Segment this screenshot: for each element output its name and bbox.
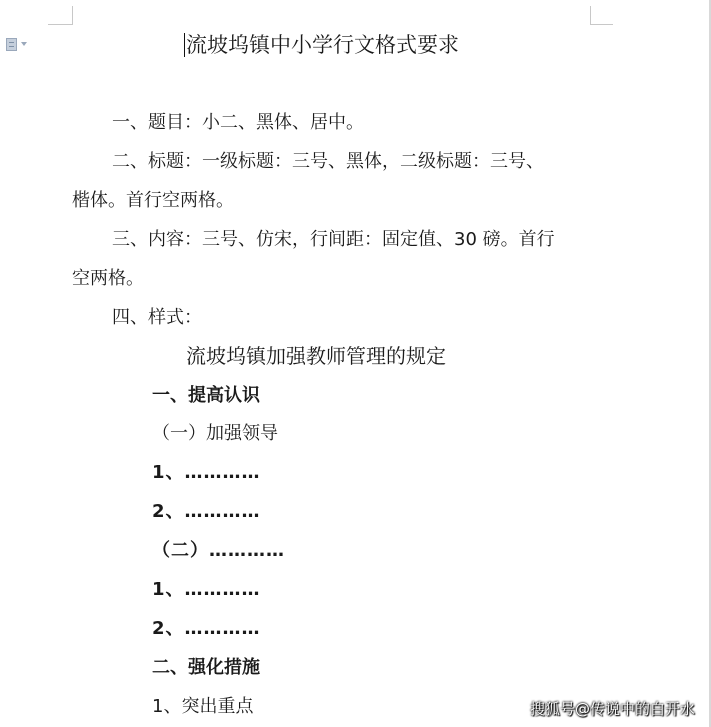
requirement-2-line-2[interactable]: 楷体。首行空两格。 — [72, 190, 234, 211]
watermark: 搜狐号@传说中的白开水 — [529, 700, 695, 718]
sample-heading-2[interactable]: （一）加强领导 — [152, 423, 278, 444]
requirement-1[interactable]: 一、题目：小二、黑体、居中。 — [112, 112, 364, 133]
crop-mark-top-left — [48, 6, 73, 25]
sample-heading-1[interactable]: 二、强化措施 — [152, 657, 260, 678]
sample-paragraph[interactable]: 2、………… — [152, 618, 261, 639]
sample-title[interactable]: 流坡坞镇加强教师管理的规定 — [186, 344, 446, 368]
sample-paragraph[interactable]: 2、………… — [152, 501, 261, 522]
document-outline-icon[interactable] — [6, 36, 38, 52]
chevron-down-icon — [21, 42, 27, 46]
requirement-3-line-1[interactable]: 三、内容：三号、仿宋，行间距：固定值、30 磅。首行 — [112, 229, 555, 250]
sample-heading-2[interactable]: （二）………… — [152, 540, 285, 561]
requirement-2-line-1[interactable]: 二、标题：一级标题：三号、黑体，二级标题：三号、 — [112, 151, 544, 172]
sample-paragraph[interactable]: 1、………… — [152, 579, 261, 600]
requirement-4[interactable]: 四、样式： — [112, 307, 202, 328]
text-cursor — [184, 33, 185, 57]
document-title[interactable]: 流坡坞镇中小学行文格式要求 — [186, 33, 459, 57]
sample-paragraph[interactable]: 1、………… — [152, 462, 261, 483]
crop-mark-top-right — [590, 6, 613, 25]
sample-paragraph[interactable]: 1、突出重点 — [152, 696, 254, 717]
page-icon — [6, 38, 17, 51]
requirement-3-line-2[interactable]: 空两格。 — [72, 268, 144, 289]
sample-heading-1[interactable]: 一、提高认识 — [152, 385, 260, 406]
